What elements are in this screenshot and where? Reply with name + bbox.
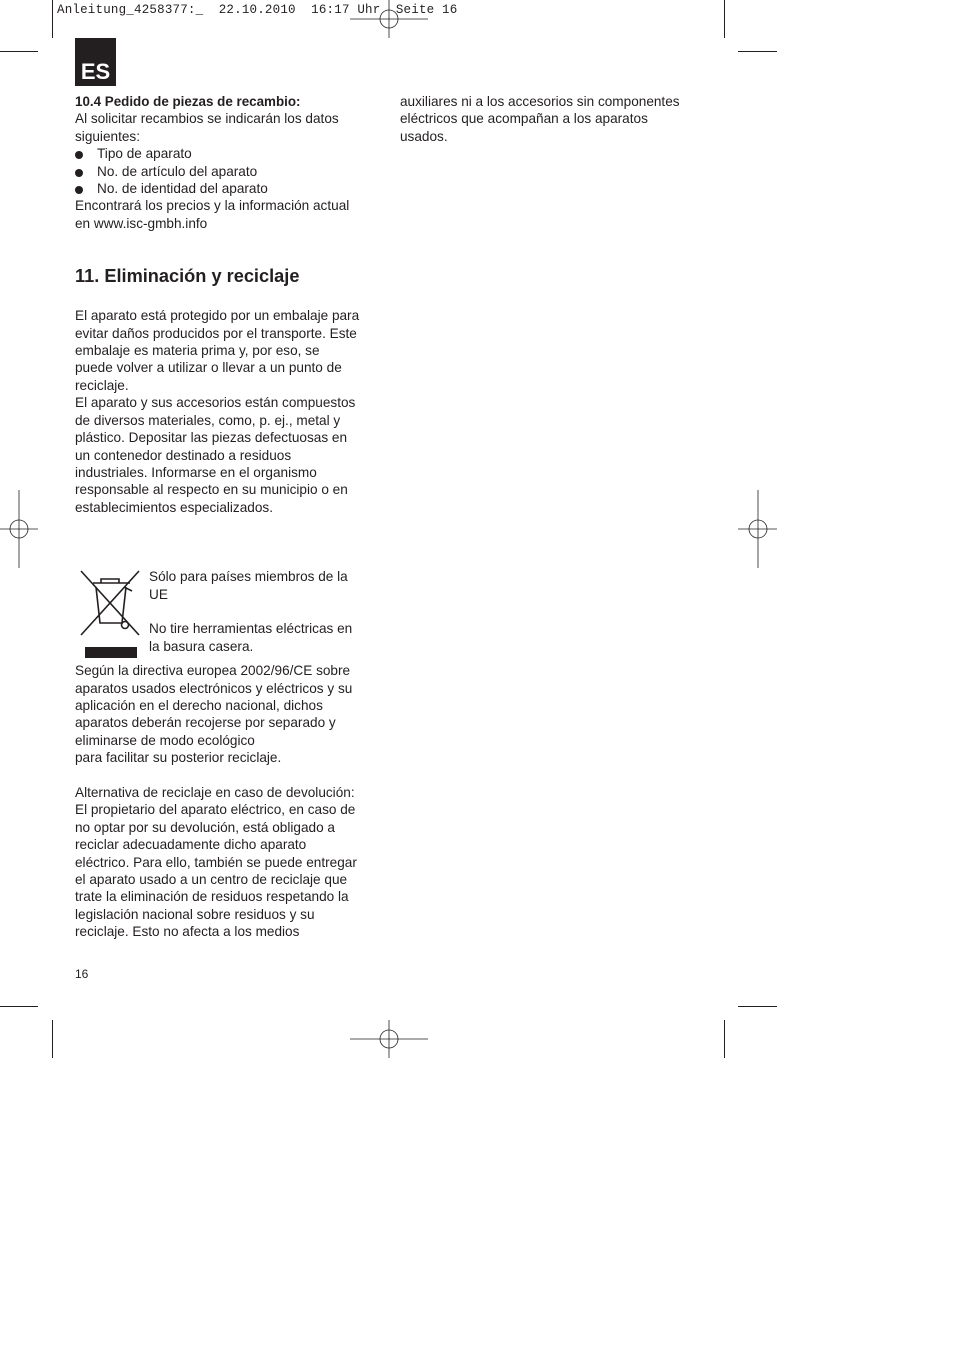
bullet-icon <box>75 169 83 177</box>
bullet-icon <box>75 186 83 194</box>
section-11-title: 11. Eliminación y reciclaje <box>75 266 300 287</box>
text-line: Alternativa de reciclaje en caso de devolución: <box>75 784 355 800</box>
parts-info-list <box>75 145 385 197</box>
text-line: El aparato está protegido por un embalaje para <box>75 308 360 324</box>
text-line: responsable al respecto en su municipio o en <box>75 482 348 498</box>
list-item: Tipo de aparato <box>75 145 385 162</box>
text-line: siguientes: <box>75 128 140 144</box>
print-header: Anleitung_4258377:_ 22.10.2010 16:17 Uhr Seite 16 <box>57 3 458 17</box>
language-badge: ES <box>75 38 116 86</box>
text-line: Sólo para países miembros de la <box>149 569 348 585</box>
registration-mark-bottom <box>350 1020 428 1058</box>
recycling-alternative-paragraph <box>75 784 385 941</box>
section-10-4-intro <box>75 110 385 145</box>
bullet-icon <box>75 151 83 159</box>
text-line: aparatos deberán recojerse por separado y <box>75 715 336 731</box>
text-line: la basura casera. <box>149 638 254 654</box>
text-line: industriales. Informarse en el organismo <box>75 464 317 480</box>
list-item: No. de identidad del aparato <box>75 180 385 197</box>
text-line: evitar daños producidos por el transporte. Este <box>75 325 357 341</box>
text-line: para facilitar su posterior reciclaje. <box>75 750 282 766</box>
text-line: No tire herramientas eléctricas en <box>149 621 353 637</box>
text-line: El aparato y sus accesorios están compuestos <box>75 395 356 411</box>
text-line: embalaje es materia prima y, por eso, se <box>75 343 320 359</box>
left-column <box>75 93 385 941</box>
text-line: el aparato usado a un centro de reciclaje que <box>75 871 348 887</box>
weee-notice <box>75 568 385 661</box>
text-line: Encontrará los precios y la información actual <box>75 198 350 214</box>
text-line: Según la directiva europea 2002/96/CE sobre <box>75 663 351 679</box>
text-line: usados. <box>400 128 448 144</box>
disposal-paragraph <box>75 307 385 516</box>
text-line: trate la eliminación de residuos respetando la <box>75 889 349 905</box>
text-line: no optar por su devolución, está obligado a <box>75 819 335 835</box>
weee-text <box>149 568 385 655</box>
text-line: UE <box>149 586 168 602</box>
text-line: puede volver a utilizar o llevar a un punto de <box>75 360 342 376</box>
recycling-alternative-continued <box>400 93 710 145</box>
text-line: auxiliares ni a los accesorios sin componentes <box>400 94 680 109</box>
directive-paragraph <box>75 662 385 766</box>
section-10-4-heading: 10.4 Pedido de piezas de recambio: <box>75 94 301 109</box>
text-line: un contenedor destinado a residuos <box>75 447 292 463</box>
page-number: 16 <box>75 967 89 981</box>
text-line: establecimientos especializados. <box>75 499 273 515</box>
registration-mark-top <box>350 0 428 38</box>
text-line: eliminarse de modo ecológico <box>75 732 255 748</box>
text-line: plástico. Depositar las piezas defectuosas en <box>75 430 348 446</box>
section-10-4-outro <box>75 197 385 232</box>
text-line: eléctricos que acompañan a los aparatos <box>400 111 648 127</box>
registration-mark-left <box>0 490 38 568</box>
text-line: en www.isc-gmbh.info <box>75 215 208 231</box>
text-line: reciclar adecuadamente dicho aparato <box>75 837 307 853</box>
text-line: aplicación en el derecho nacional, dichos <box>75 697 323 713</box>
text-line: aparatos usados electrónicos y eléctricos y su <box>75 680 353 696</box>
text-line: Al solicitar recambios se indicarán los datos <box>75 111 339 127</box>
registration-mark-right <box>738 490 777 568</box>
text-line: legislación nacional sobre residuos y su <box>75 906 315 922</box>
text-line: eléctrico. Para ello, también se puede entregar <box>75 854 357 870</box>
text-line: de diversos materiales, como, p. ej., metal y <box>75 412 341 428</box>
text-line: El propietario del aparato eléctrico, en caso de <box>75 802 356 818</box>
right-column <box>400 93 710 145</box>
crossed-out-wheelie-bin-icon <box>79 569 141 661</box>
list-item: No. de artículo del aparato <box>75 163 385 180</box>
text-line: reciclaje. <box>75 377 129 393</box>
text-line: reciclaje. Esto no afecta a los medios <box>75 924 300 940</box>
